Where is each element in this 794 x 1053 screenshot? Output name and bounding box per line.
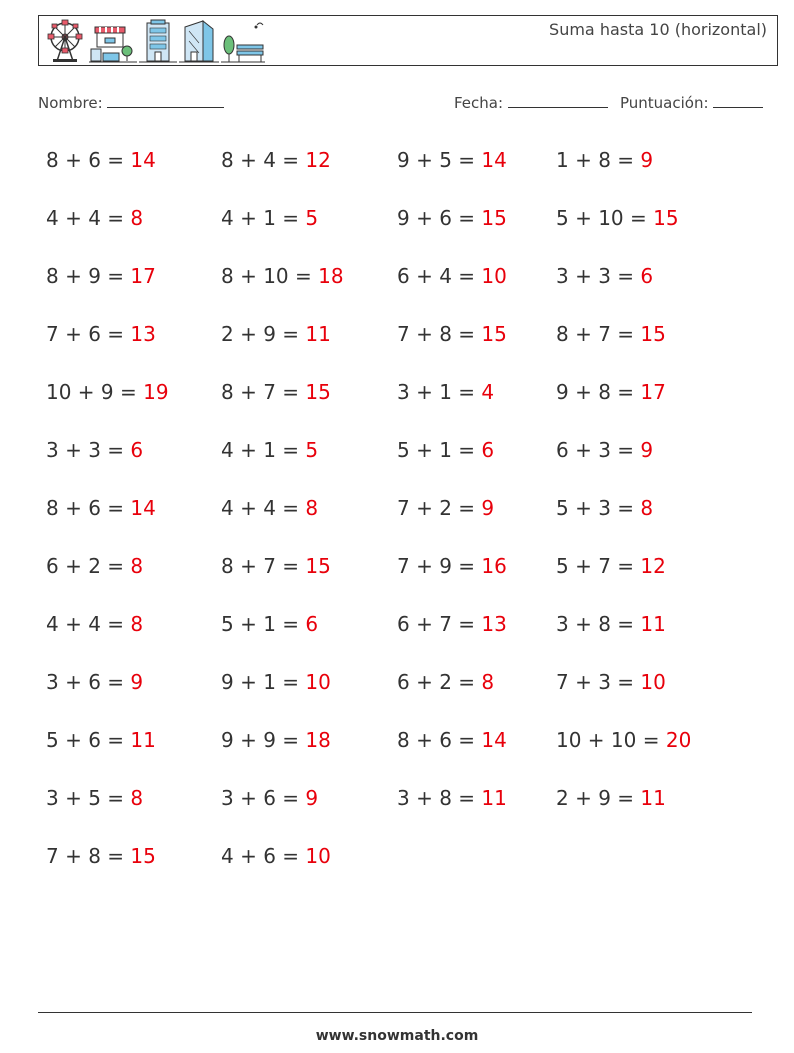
problem-item bbox=[46, 496, 156, 520]
problem-question: 8 + 10 = bbox=[221, 264, 319, 288]
problem-answer: 8 bbox=[130, 206, 144, 230]
problem-item bbox=[397, 728, 507, 752]
footer-url: www.snowmath.com bbox=[315, 1028, 479, 1044]
name-field bbox=[38, 93, 224, 112]
problem-question: 4 + 6 = bbox=[221, 844, 306, 868]
problem-question: 5 + 7 = bbox=[556, 554, 641, 578]
problem-question: 3 + 5 = bbox=[46, 786, 131, 810]
problem-question: 9 + 1 = bbox=[221, 670, 306, 694]
problem-item bbox=[556, 728, 691, 752]
problem-item bbox=[397, 786, 507, 810]
problem-question: 10 + 9 = bbox=[46, 380, 144, 404]
problem-item bbox=[221, 206, 318, 230]
problem-question: 9 + 9 = bbox=[221, 728, 306, 752]
problem-answer: 5 bbox=[305, 438, 319, 462]
problem-item bbox=[556, 554, 666, 578]
problem-question: 8 + 6 = bbox=[46, 496, 131, 520]
date-field bbox=[454, 93, 608, 112]
problem-answer: 17 bbox=[640, 380, 666, 404]
problem-item bbox=[556, 264, 653, 288]
date-label: Fecha: bbox=[454, 94, 504, 112]
problem-item bbox=[556, 380, 666, 404]
worksheet-header bbox=[38, 15, 778, 66]
problem-item bbox=[221, 554, 331, 578]
problem-question: 6 + 2 = bbox=[397, 670, 482, 694]
problem-item bbox=[397, 554, 507, 578]
problem-answer: 11 bbox=[640, 612, 666, 636]
problem-answer: 6 bbox=[305, 612, 319, 636]
problem-answer: 14 bbox=[481, 728, 507, 752]
problem-item bbox=[221, 438, 318, 462]
problem-item bbox=[221, 496, 318, 520]
problem-question: 6 + 2 = bbox=[46, 554, 131, 578]
problem-question: 4 + 4 = bbox=[46, 612, 131, 636]
problem-question: 7 + 8 = bbox=[46, 844, 131, 868]
score-blank-line bbox=[713, 93, 763, 108]
problem-item bbox=[221, 264, 344, 288]
problem-question: 7 + 9 = bbox=[397, 554, 482, 578]
problem-question: 5 + 6 = bbox=[46, 728, 131, 752]
problem-item bbox=[221, 728, 331, 752]
problem-question: 7 + 3 = bbox=[556, 670, 641, 694]
problem-question: 4 + 4 = bbox=[221, 496, 306, 520]
problem-item bbox=[397, 206, 507, 230]
problem-question: 3 + 3 = bbox=[46, 438, 131, 462]
glass-skyscraper-icon bbox=[179, 19, 219, 63]
problem-answer: 6 bbox=[130, 438, 144, 462]
problem-answer: 8 bbox=[481, 670, 495, 694]
problem-answer: 18 bbox=[305, 728, 331, 752]
office-building-icon bbox=[139, 19, 177, 63]
problem-answer: 16 bbox=[481, 554, 507, 578]
problem-question: 2 + 9 = bbox=[221, 322, 306, 346]
park-bench-icon bbox=[221, 19, 265, 63]
problem-answer: 6 bbox=[481, 438, 495, 462]
problem-item bbox=[46, 264, 156, 288]
problem-answer: 18 bbox=[318, 264, 344, 288]
name-label: Nombre: bbox=[38, 94, 103, 112]
problem-item bbox=[556, 322, 666, 346]
problem-question: 9 + 6 = bbox=[397, 206, 482, 230]
problem-item bbox=[397, 380, 494, 404]
problem-item bbox=[397, 438, 494, 462]
problem-question: 3 + 6 = bbox=[46, 670, 131, 694]
problem-item bbox=[397, 148, 507, 172]
problem-answer: 14 bbox=[130, 148, 156, 172]
problem-answer: 15 bbox=[481, 206, 507, 230]
problem-answer: 10 bbox=[305, 844, 331, 868]
problem-item bbox=[46, 612, 143, 636]
problem-answer: 11 bbox=[130, 728, 156, 752]
problem-question: 4 + 4 = bbox=[46, 206, 131, 230]
score-label: Puntuación: bbox=[620, 94, 709, 112]
problem-answer: 20 bbox=[665, 728, 692, 752]
problem-question: 6 + 7 = bbox=[397, 612, 482, 636]
problem-answer: 11 bbox=[481, 786, 507, 810]
problem-question: 5 + 3 = bbox=[556, 496, 641, 520]
problem-question: 8 + 6 = bbox=[46, 148, 131, 172]
problem-question: 1 + 8 = bbox=[556, 148, 641, 172]
problem-item bbox=[221, 670, 331, 694]
problem-question: 3 + 8 = bbox=[556, 612, 641, 636]
problem-answer: 8 bbox=[130, 786, 144, 810]
problem-answer: 12 bbox=[640, 554, 666, 578]
problem-question: 6 + 4 = bbox=[397, 264, 482, 288]
score-field bbox=[620, 93, 763, 112]
problem-answer: 9 bbox=[130, 670, 144, 694]
problem-item bbox=[221, 612, 318, 636]
problem-question: 6 + 3 = bbox=[556, 438, 641, 462]
problem-item bbox=[221, 322, 331, 346]
problem-question: 8 + 7 = bbox=[221, 554, 306, 578]
problem-item bbox=[46, 322, 156, 346]
problem-question: 5 + 10 = bbox=[556, 206, 654, 230]
problem-answer: 10 bbox=[640, 670, 666, 694]
problem-item bbox=[221, 844, 331, 868]
problem-item bbox=[556, 206, 679, 230]
problem-item bbox=[556, 496, 653, 520]
problem-item bbox=[397, 496, 494, 520]
problem-answer: 15 bbox=[640, 322, 666, 346]
problem-answer: 8 bbox=[130, 612, 144, 636]
problem-answer: 10 bbox=[305, 670, 331, 694]
problem-question: 7 + 2 = bbox=[397, 496, 482, 520]
problem-item bbox=[46, 786, 143, 810]
problem-answer: 9 bbox=[640, 438, 654, 462]
problem-item bbox=[46, 728, 156, 752]
problem-question: 3 + 8 = bbox=[397, 786, 482, 810]
problem-answer: 5 bbox=[305, 206, 319, 230]
header-illustrations bbox=[43, 19, 265, 63]
problem-question: 7 + 6 = bbox=[46, 322, 131, 346]
problem-question: 3 + 1 = bbox=[397, 380, 482, 404]
problem-question: 8 + 6 = bbox=[397, 728, 482, 752]
ferris-wheel-icon bbox=[43, 19, 87, 63]
market-stall-icon bbox=[89, 19, 137, 63]
problem-answer: 9 bbox=[640, 148, 654, 172]
problem-question: 10 + 10 = bbox=[556, 728, 666, 752]
problem-item bbox=[397, 670, 494, 694]
problem-answer: 9 bbox=[305, 786, 319, 810]
problem-question: 4 + 1 = bbox=[221, 206, 306, 230]
problem-answer: 11 bbox=[640, 786, 666, 810]
problem-item bbox=[46, 148, 156, 172]
problem-answer: 8 bbox=[305, 496, 319, 520]
problem-question: 8 + 7 = bbox=[556, 322, 641, 346]
problem-question: 9 + 8 = bbox=[556, 380, 641, 404]
problem-answer: 15 bbox=[305, 380, 331, 404]
problem-item bbox=[397, 612, 507, 636]
problem-answer: 13 bbox=[130, 322, 156, 346]
problem-item bbox=[397, 264, 507, 288]
footer-divider bbox=[38, 1012, 752, 1013]
problem-item bbox=[221, 786, 318, 810]
problem-answer: 8 bbox=[130, 554, 144, 578]
problem-answer: 15 bbox=[653, 206, 679, 230]
name-blank-line bbox=[107, 93, 224, 108]
problem-item bbox=[397, 322, 507, 346]
problem-answer: 4 bbox=[481, 380, 495, 404]
problem-item bbox=[46, 844, 156, 868]
problem-answer: 14 bbox=[481, 148, 507, 172]
problem-answer: 12 bbox=[305, 148, 331, 172]
problem-item bbox=[556, 786, 666, 810]
problem-question: 2 + 9 = bbox=[556, 786, 641, 810]
worksheet-title: Suma hasta 10 (horizontal) bbox=[549, 20, 767, 39]
problem-item bbox=[46, 554, 143, 578]
problem-answer: 15 bbox=[305, 554, 331, 578]
problem-item bbox=[221, 380, 331, 404]
problem-question: 7 + 8 = bbox=[397, 322, 482, 346]
problem-question: 9 + 5 = bbox=[397, 148, 482, 172]
problem-item bbox=[556, 670, 666, 694]
problem-item bbox=[556, 612, 666, 636]
problem-item bbox=[46, 670, 143, 694]
problem-answer: 15 bbox=[130, 844, 156, 868]
problem-question: 4 + 1 = bbox=[221, 438, 306, 462]
problem-answer: 10 bbox=[481, 264, 507, 288]
problem-answer: 14 bbox=[130, 496, 156, 520]
problem-answer: 9 bbox=[481, 496, 495, 520]
problem-item bbox=[221, 148, 331, 172]
problem-item bbox=[556, 438, 653, 462]
problem-answer: 13 bbox=[481, 612, 507, 636]
problem-question: 8 + 7 = bbox=[221, 380, 306, 404]
problem-answer: 8 bbox=[640, 496, 654, 520]
problem-answer: 15 bbox=[481, 322, 507, 346]
problem-item bbox=[46, 380, 169, 404]
problem-answer: 19 bbox=[143, 380, 169, 404]
problem-answer: 11 bbox=[305, 322, 331, 346]
problem-question: 3 + 6 = bbox=[221, 786, 306, 810]
problem-question: 5 + 1 = bbox=[397, 438, 482, 462]
problem-item bbox=[556, 148, 653, 172]
problem-answer: 17 bbox=[130, 264, 156, 288]
problem-question: 3 + 3 = bbox=[556, 264, 641, 288]
problem-question: 5 + 1 = bbox=[221, 612, 306, 636]
problem-answer: 6 bbox=[640, 264, 654, 288]
problem-item bbox=[46, 206, 143, 230]
problem-item bbox=[46, 438, 143, 462]
problem-question: 8 + 4 = bbox=[221, 148, 306, 172]
date-blank-line bbox=[508, 93, 608, 108]
problem-question: 8 + 9 = bbox=[46, 264, 131, 288]
